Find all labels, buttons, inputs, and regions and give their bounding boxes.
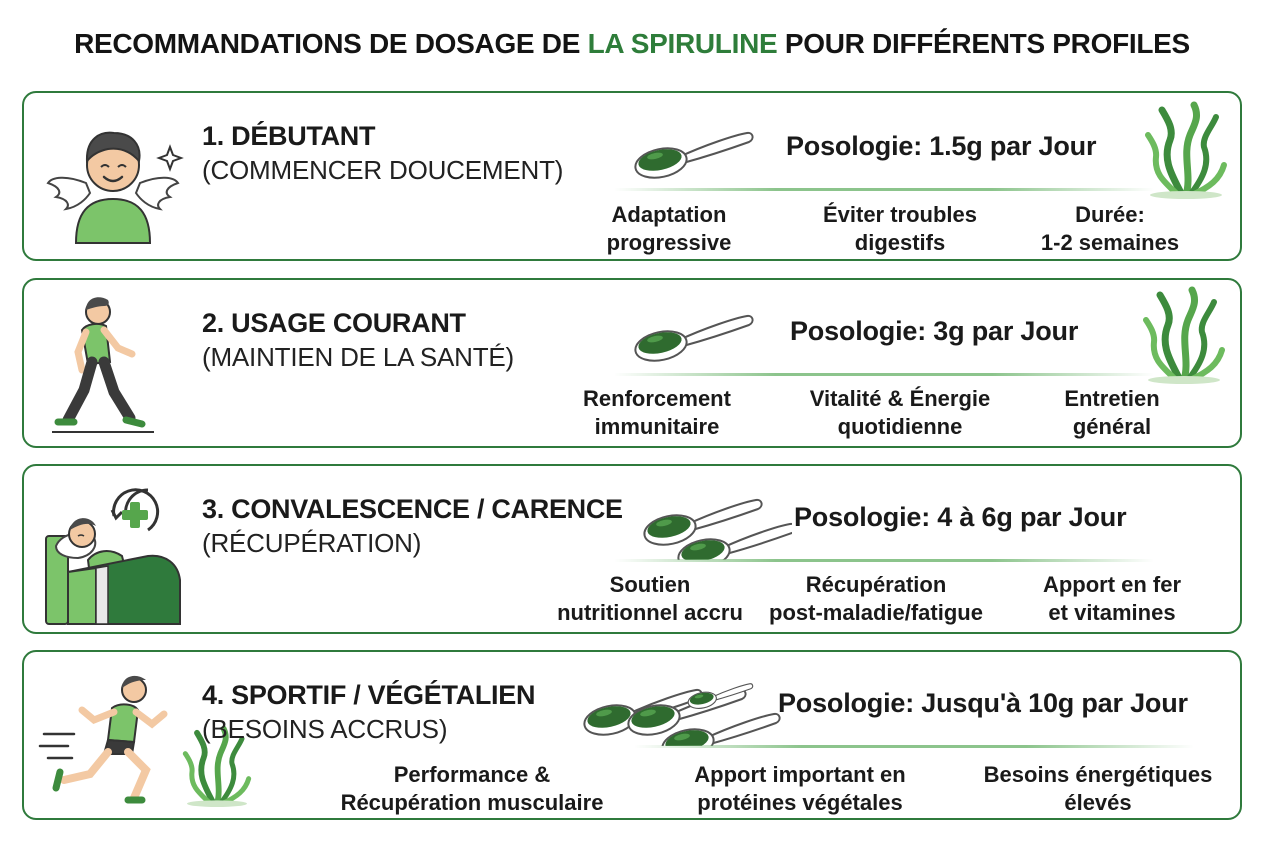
benefit-item [992,571,1232,627]
benefit-item [756,571,996,627]
benefit-line: Durée: [1075,202,1145,227]
profile-heading: 2. USAGE COURANT [202,308,466,338]
dosage-label: Posologie: Jusqu'à 10g par Jour [778,688,1188,718]
benefit-item [549,201,789,257]
benefit-line: Éviter troubles [822,202,978,227]
benefit-line: général [1072,414,1152,439]
divider [614,373,1154,376]
benefit-line: immunitaire [594,414,720,439]
benefit-line: Renforcement [583,386,731,411]
benefit-line: quotidienne [837,414,963,439]
walking-person-icon [38,290,188,440]
profile-card-usage-courant [22,278,1242,448]
benefit-line: Adaptation [611,202,727,227]
benefit-line: Apport important en [694,762,906,787]
benefit-item [964,761,1232,817]
benefit-item [660,761,940,817]
seaweed-icon [1144,101,1228,201]
profile-subheading: (COMMENCER DOUCEMENT) [202,155,564,185]
profile-subheading: (MAINTIEN DE LA SANTÉ) [202,342,514,372]
benefit-line: Apport en fer [1042,572,1182,597]
benefit-line: Vitalité & Énergie [809,386,991,411]
benefit-line: digestifs [854,230,946,255]
seaweed-icon [1142,286,1226,386]
divider [614,559,1154,562]
running-person-icon [38,662,188,812]
profile-heading: 4. SPORTIF / VÉGÉTALIEN [202,680,536,710]
profile-subheading: (BESOINS ACCRUS) [202,714,448,744]
profile-card-convalescence [22,464,1242,634]
benefit-line: nutritionnel accru [557,600,743,625]
profile-heading: 3. CONVALESCENCE / CARENCE [202,494,623,524]
spoons-icon [642,476,792,560]
benefit-line: progressive [606,230,732,255]
benefit-line: Besoins énergétiques [983,762,1213,787]
benefit-item [537,385,777,441]
dosage-label: Posologie: 1.5g par Jour [786,131,1097,161]
benefit-item [992,385,1232,441]
page-title [0,28,1264,60]
divider [634,745,1194,748]
title-part2: POUR DIFFÉRENTS PROFILES [777,28,1190,59]
benefit-line: Performance & [393,762,551,787]
benefit-item [312,761,632,817]
benefit-item [990,201,1230,257]
dosage-label: Posologie: 3g par Jour [790,316,1079,346]
benefit-line: 1-2 semaines [1040,230,1180,255]
benefit-item [530,571,770,627]
benefit-line: Entretien [1064,386,1160,411]
title-highlight: LA SPIRULINE [587,28,778,59]
benefit-line: Récupération musculaire [340,790,604,815]
benefit-item [780,385,1020,441]
benefit-line: Récupération [805,572,947,597]
person-in-bed-icon [38,476,188,626]
spoons-icon [582,656,782,746]
benefit-line: protéines végétales [697,790,903,815]
angel-person-icon [38,103,188,253]
profile-subheading: (RÉCUPÉRATION) [202,528,422,558]
benefit-line: Soutien [609,572,691,597]
spoon-icon [630,119,760,179]
benefit-line: et vitamines [1048,600,1176,625]
benefit-line: élevés [1064,790,1132,815]
profile-card-sportif [22,650,1242,820]
divider [614,188,1154,191]
profile-heading: 1. DÉBUTANT [202,121,376,151]
dosage-label: Posologie: 4 à 6g par Jour [794,502,1127,532]
profile-card-debutant [22,91,1242,261]
spoon-icon [630,302,760,362]
benefit-item [780,201,1020,257]
title-part1: RECOMMANDATIONS DE DOSAGE DE [74,28,588,59]
benefit-line: post-maladie/fatigue [769,600,983,625]
